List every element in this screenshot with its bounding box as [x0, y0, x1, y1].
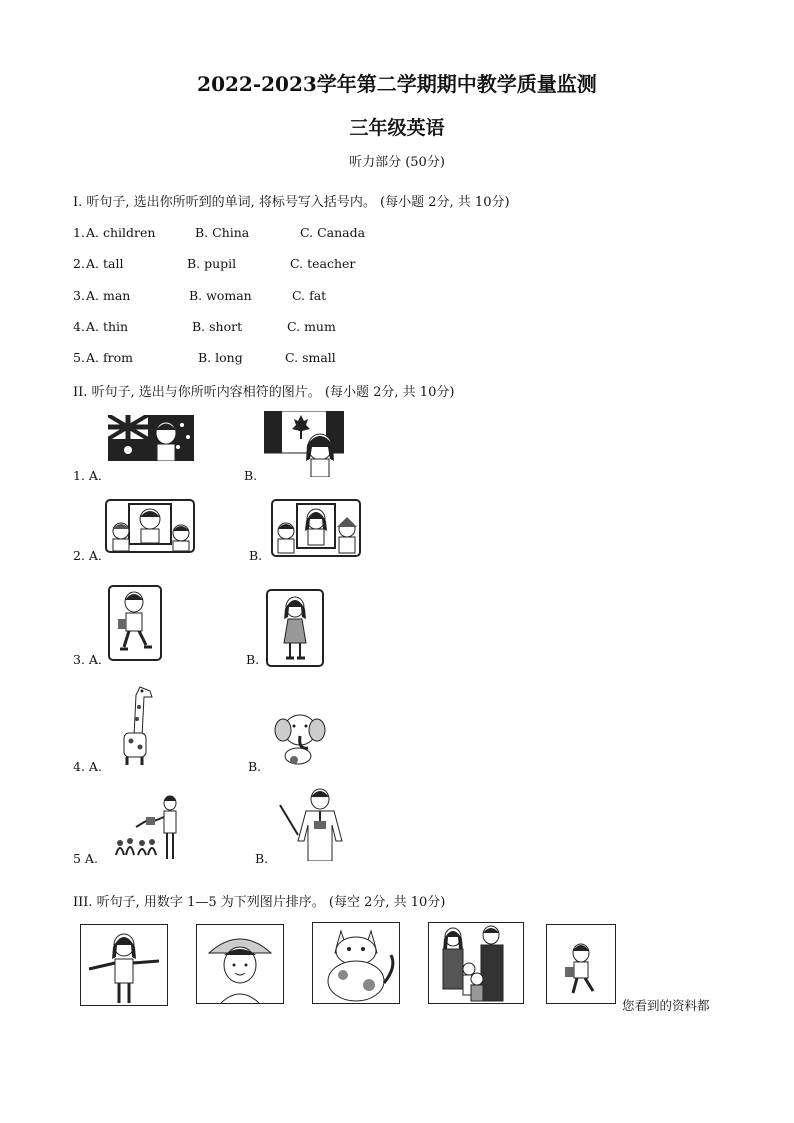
walking-boy-picture [108, 585, 162, 661]
elephant-picture [270, 708, 328, 766]
question-4-option-b: B. short [192, 319, 243, 334]
question-1-option-a: A. children [86, 225, 156, 240]
q1-label-b: B. [244, 468, 258, 483]
q2-label-b: B. [249, 548, 263, 563]
q3-label-a: 3. A. [73, 652, 102, 667]
q4-label-b: B. [248, 759, 262, 774]
question-5-number: 5. [73, 350, 85, 365]
fat-cat-picture [312, 922, 400, 1004]
woman-watering-flowers-picture [112, 795, 184, 863]
trailing-text: 您看到的资料都 [622, 998, 710, 1013]
page-title: 2022-2023学年第二学期期中教学质量监测 [197, 72, 597, 96]
question-3-number: 3. [73, 288, 85, 303]
canada-flag-girl-picture [264, 411, 344, 477]
question-3-option-b: B. woman [189, 288, 252, 303]
schoolboy-picture [546, 924, 616, 1004]
window-boy-picture [105, 499, 195, 553]
q5-label-a: 5 A. [73, 851, 98, 866]
q4-label-a: 4. A. [73, 759, 102, 774]
q5-label-b: B. [255, 851, 269, 866]
question-4-option-a: A. thin [86, 319, 129, 334]
page-subtitle: 三年级英语 [349, 117, 445, 139]
question-5-option-b: B. long [198, 350, 243, 365]
standing-girl-picture [266, 589, 324, 667]
q3-label-b: B. [246, 652, 260, 667]
question-2-number: 2. [73, 256, 85, 271]
question-2-option-a: A. tall [86, 256, 124, 271]
girl-arms-out-picture [80, 924, 168, 1006]
q2-label-a: 2. A. [73, 548, 102, 563]
question-2-option-b: B. pupil [187, 256, 237, 271]
question-5-option-c: C. small [285, 350, 336, 365]
section-1-instruction: I. 听句子, 选出你所听到的单词, 将标号写入括号内。 (每小题 2分, 共 10分) [73, 195, 510, 210]
question-4-number: 4. [73, 319, 85, 334]
question-5-option-a: A. from [86, 350, 133, 365]
part-heading: 听力部分 (50分) [349, 155, 445, 170]
question-1-option-c: C. Canada [300, 225, 366, 240]
question-1-number: 1. [73, 225, 85, 240]
girl-with-hat-picture [196, 924, 284, 1004]
window-girl-picture [271, 499, 361, 557]
q1-label-a: 1. A. [73, 468, 102, 483]
question-2-option-c: C. teacher [290, 256, 356, 271]
section-3-instruction: III. 听句子, 用数字 1—5 为下列图片排序。 (每空 2分, 共 10分) [73, 895, 446, 910]
question-1-option-b: B. China [195, 225, 250, 240]
section-2-instruction: II. 听句子, 选出与你所听内容相符的图片。 (每小题 2分, 共 10分) [73, 385, 455, 400]
question-4-option-c: C. mum [287, 319, 336, 334]
family-picture [428, 922, 524, 1004]
question-3-option-a: A. man [86, 288, 131, 303]
giraffe-picture [112, 683, 160, 767]
question-3-option-c: C. fat [292, 288, 327, 303]
man-teacher-picture [276, 785, 348, 861]
australia-flag-boy-picture [108, 415, 194, 461]
